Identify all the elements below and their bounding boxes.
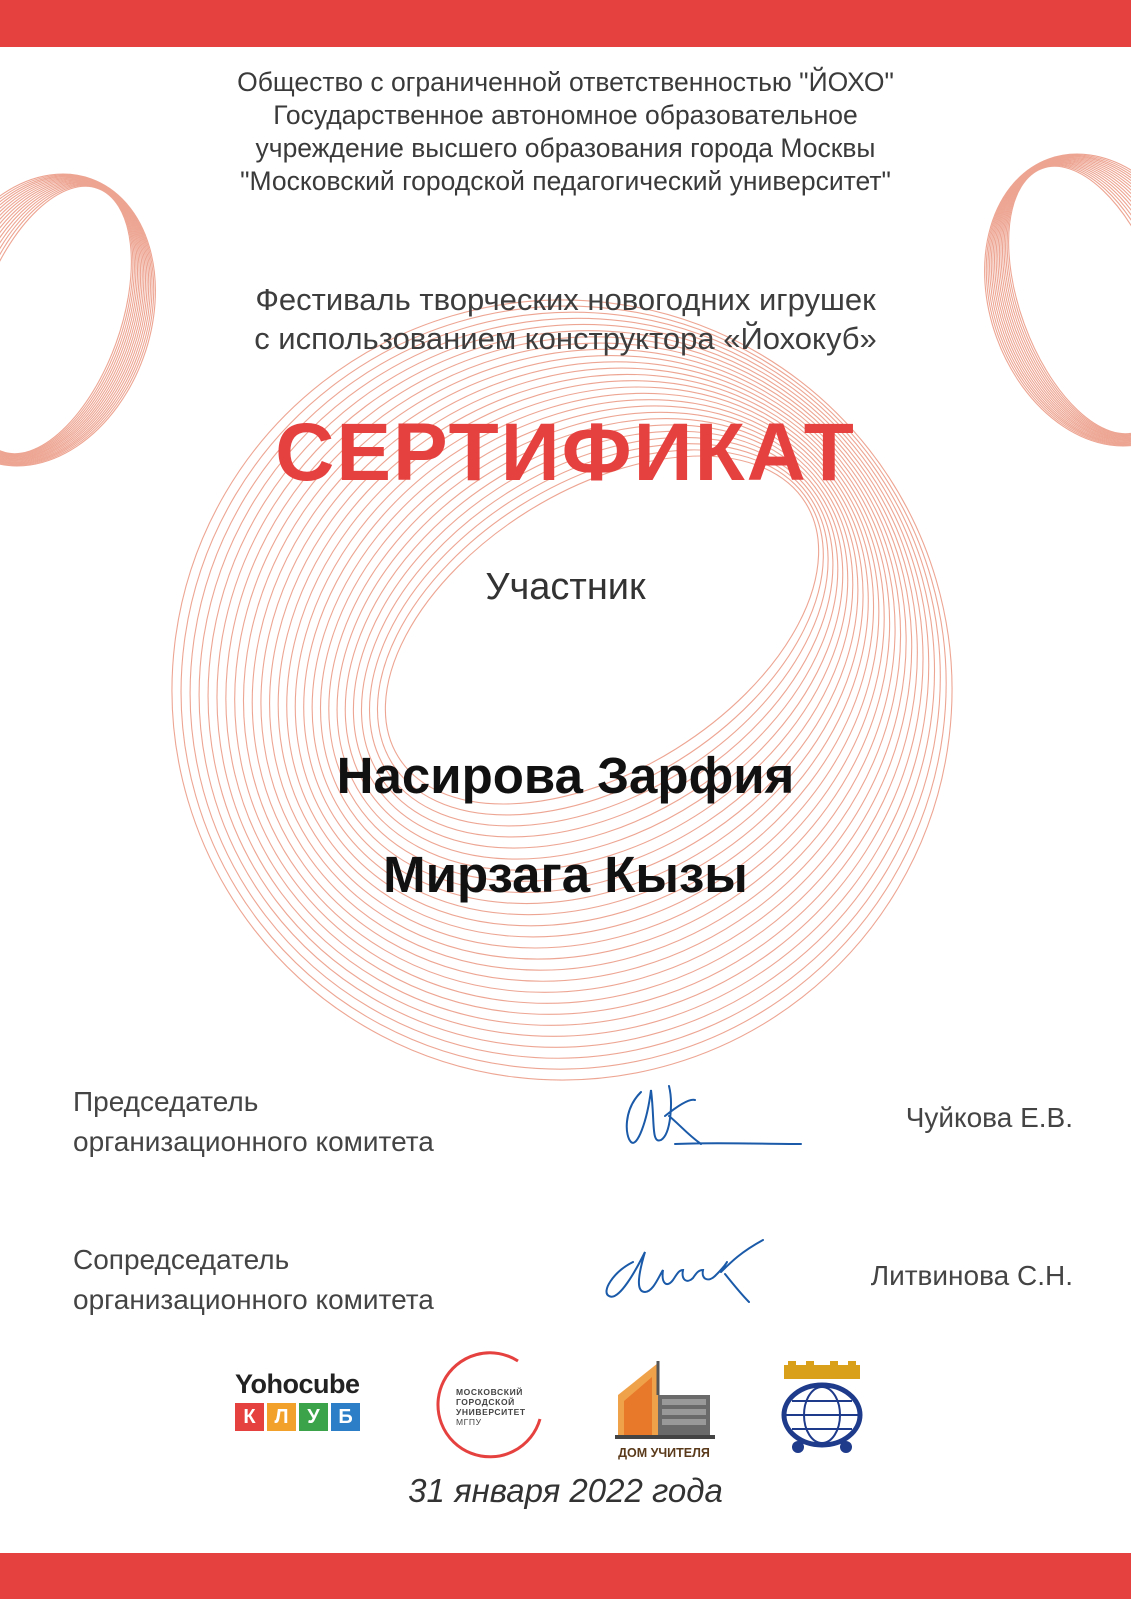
swirl-line <box>203 286 969 1021</box>
signatory-chair-title-line-2: организационного комитета <box>73 1126 434 1157</box>
organizers-block <box>0 66 1131 198</box>
dom-uchitelya-logo <box>612 1355 722 1465</box>
bottom-red-band <box>0 1553 1131 1599</box>
signatory-cochair-title-line-1: Сопредседатель <box>73 1244 290 1275</box>
globe-emblem-logo <box>772 1359 872 1459</box>
signatory-chair-name: Чуйкова Е.В. <box>905 1102 1073 1133</box>
signature-cochair-icon <box>593 1222 803 1312</box>
mgpu-text <box>456 1387 526 1427</box>
signatory-chair-title <box>73 1082 434 1162</box>
signatory-cochair <box>73 1240 1073 1322</box>
mgpu-text-line-3: УНИВЕРСИТЕТ <box>456 1407 526 1417</box>
signatory-cochair-title <box>73 1240 434 1320</box>
club-letter-tile: К <box>235 1403 264 1431</box>
signatory-chair <box>73 1082 1073 1164</box>
recipient-name-line-1: Насирова Зарфия <box>336 747 795 804</box>
yohocube-wordmark: Yohocube <box>235 1369 360 1399</box>
mgpu-text-line-2: ГОРОДСКОЙ <box>456 1397 515 1407</box>
issue-date: 31 января 2022 года <box>408 1472 723 1509</box>
club-letter-tile: Б <box>331 1403 360 1431</box>
club-letter-tile: Л <box>267 1403 296 1431</box>
organizer-line-3: учреждение высшего образования города Москвы <box>255 133 876 163</box>
signatory-cochair-title-line-2: организационного комитета <box>73 1284 434 1315</box>
organizer-line-2: Государственное автономное образовательное <box>273 100 858 130</box>
mgpu-logo <box>422 1347 552 1465</box>
organizer-line-4: "Московский городской педагогический университет" <box>240 166 891 196</box>
yohocube-club-logo <box>235 1369 365 1449</box>
club-letter-tile: У <box>299 1403 328 1431</box>
role-label: Участник <box>485 566 646 608</box>
signature-chair-icon <box>603 1072 803 1157</box>
club-letter-tiles <box>235 1403 365 1431</box>
partner-logos <box>0 1355 1131 1465</box>
mgpu-text-line-1: МОСКОВСКИЙ <box>456 1387 523 1397</box>
festival-block <box>0 280 1131 358</box>
mgpu-text-line-4: МГПУ <box>456 1417 482 1427</box>
recipient-name-line-2: Мирзага Кызы <box>383 846 748 903</box>
signatory-chair-title-line-1: Председатель <box>73 1086 259 1117</box>
dom-uchitelya-label: ДОМ УЧИТЕЛЯ <box>618 1446 710 1460</box>
certificate-title: СЕРТИФИКАТ <box>275 407 856 498</box>
signatory-cochair-name: Литвинова С.Н. <box>870 1260 1073 1291</box>
building-icon <box>612 1355 722 1441</box>
festival-line-2: с использованием конструктора «Йохокуб» <box>254 321 877 356</box>
globe-emblem-icon <box>772 1359 872 1459</box>
festival-line-1: Фестиваль творческих новогодних игрушек <box>255 282 876 317</box>
organizer-line-1: Общество с ограниченной ответственностью "ЙОХО" <box>237 67 894 97</box>
